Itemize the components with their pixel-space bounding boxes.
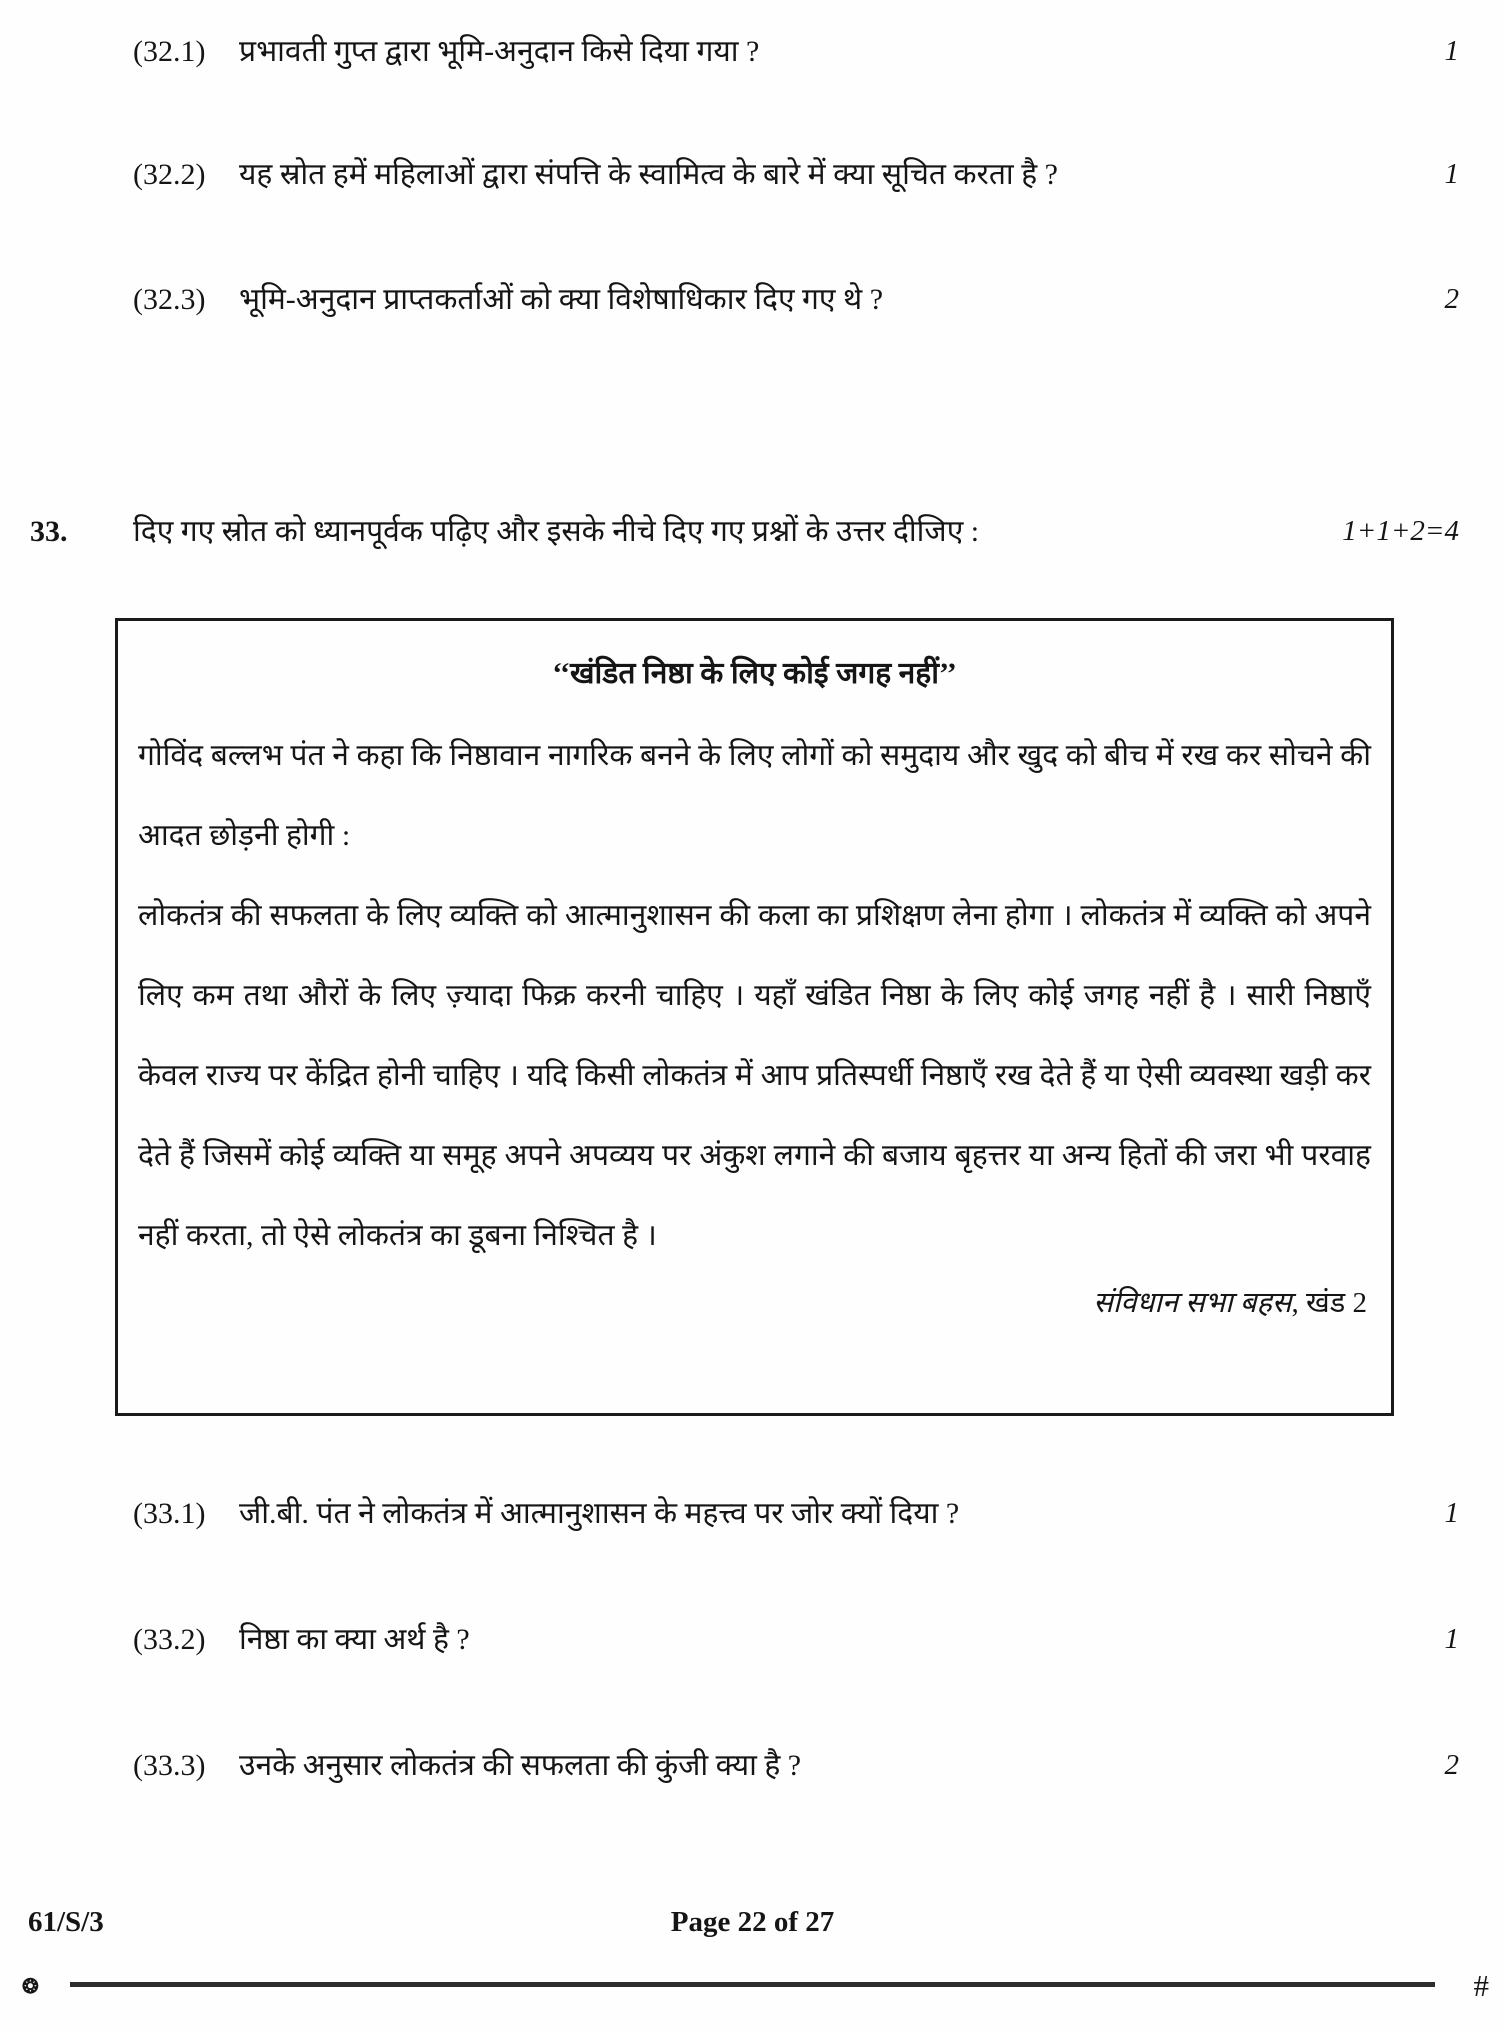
question-number: (32.3) [133,283,206,316]
question-marks: 1 [1444,35,1459,67]
question-row-32-2 [133,155,1459,196]
question-number: (33.1) [133,1497,206,1530]
footer-rule-row [0,1968,1505,2003]
question-row-33-3 [133,1746,1459,1787]
attribution-volume: , खंड 2 [1291,1287,1367,1319]
question-marks: 1+1+2=4 [1342,515,1459,547]
footer [0,1906,1505,1939]
source-title: ‘‘खंडित निष्ठा के लिए कोई जगह नहीं’’ [552,657,957,690]
horizontal-rule [70,1982,1435,1987]
question-number: (33.3) [133,1749,206,1782]
question-marks: 1 [1444,1623,1459,1655]
question-text: उनके अनुसार लोकतंत्र की सफलता की कुंजी क्या है ? [239,1749,802,1782]
question-row-32-3 [133,280,1459,321]
paper-code: 61/S/3 [28,1906,104,1938]
question-row-33-2 [133,1620,1459,1661]
question-number: (33.2) [133,1623,206,1656]
question-text: प्रभावती गुप्त द्वारा भूमि-अनुदान किसे दिया गया ? [239,35,760,68]
page-number-label: Page 22 of 27 [670,1906,835,1938]
question-row-33-1 [133,1494,1459,1535]
question-marks: 1 [1444,1497,1459,1529]
ornament-icon: ❂ [22,1976,39,1998]
question-number: (32.2) [133,158,206,191]
question-text: निष्ठा का क्या अर्थ है ? [239,1623,470,1656]
question-number: 33. [30,515,68,548]
question-marks: 1 [1444,158,1459,190]
question-row-32-1 [133,32,1459,73]
hash-mark: # [1473,1968,1489,2003]
question-text: दिए गए स्रोत को ध्यानपूर्वक पढ़िए और इसके नीचे दिए गए प्रश्नों के उत्तर दीजिए : [133,515,980,548]
source-attribution [138,1282,1371,1321]
question-row-33 [30,512,1459,553]
question-text: यह स्रोत हमें महिलाओं द्वारा संपत्ति के स्वामित्व के बारे में क्या सूचित करता है ? [239,158,1058,191]
source-paragraph-1: गोविंद बल्लभ पंत ने कहा कि निष्ठावान नागरिक बनने के लिए लोगों को समुदाय और खुद को बीच में रख कर सोचने की आदत छोड़नी होगी : [138,739,1371,852]
source-text-box [115,618,1394,1416]
question-text: भूमि-अनुदान प्राप्तकर्ताओं को क्या विशेषाधिकार दिए गए थे ? [239,283,884,316]
source-paragraph-2: लोकतंत्र की सफलता के लिए व्यक्ति को आत्मानुशासन की कला का प्रशिक्षण लेना होगा । लोकतंत्र में व्यक्ति को अपने लिए कम तथा औरों के लिए ज़्यादा फिक्र करनी चाहिए । यहाँ खंडित निष्ठा के लिए कोई जगह नहीं है । सारी निष्ठाएँ केवल राज्य पर केंद्रित होनी चाहिए । यदि किसी लोकतंत्र में आप प्रतिस्पर्धी निष्ठाएँ रख देते हैं या ऐसी व्यवस्था खड़ी कर देते हैं जिसमें कोई व्यक्ति या समूह अपने अपव्यय पर अंकुश लगाने की बजाय बृहत्तर या अन्य हितों की जरा भी परवाह नहीं करता, तो ऐसे लोकतंत्र का डूबना निश्चित है । [138,899,1371,1252]
attribution-title: संविधान सभा बहस [1093,1287,1292,1319]
question-marks: 2 [1444,283,1459,315]
question-text: जी.बी. पंत ने लोकतंत्र में आत्मानुशासन के महत्त्व पर जोर क्यों दिया ? [239,1497,960,1530]
question-number: (32.1) [133,35,206,68]
question-marks: 2 [1444,1749,1459,1781]
